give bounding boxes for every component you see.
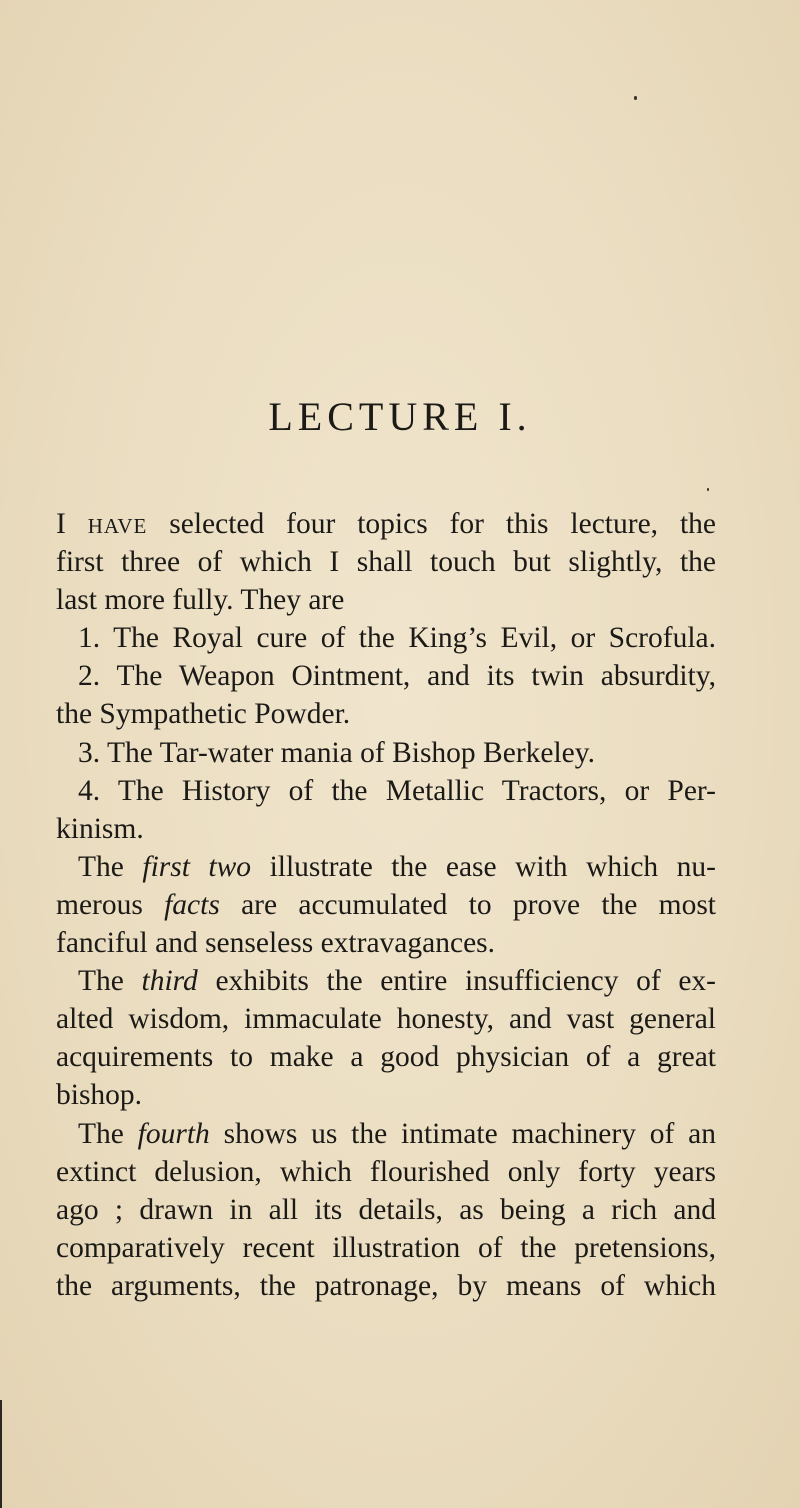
text-line: 1. The Royal cure of the King’s Evil, or Scrofula. (78, 622, 716, 655)
page-speck (707, 488, 709, 491)
text-line: kinism. (56, 812, 144, 845)
text-line: alted wisdom, immaculate honesty, and vast general (56, 1003, 716, 1036)
text-line: last more fully. They are (56, 584, 345, 617)
dropcap-letter: I (56, 508, 66, 540)
text-line: the arguments, the patronage, by means of which (56, 1269, 716, 1302)
line-text: The (78, 965, 142, 998)
text-line (56, 848, 716, 886)
text-line: extinct delusion, which flourished only forty years (56, 1155, 716, 1188)
text-line (56, 962, 716, 1000)
page-edge-mark (0, 1400, 2, 1508)
line-text: selected four topics for this lecture, the (147, 508, 716, 540)
text-line: the Sympathetic Powder. (56, 698, 351, 731)
small-caps-word: have (87, 508, 148, 540)
text-line: fanciful and senseless extravagances. (56, 927, 496, 960)
text-line (56, 1115, 716, 1153)
text-line: first three of which I shall touch but slightly, the (56, 546, 716, 579)
italic-text: first two (142, 850, 252, 883)
lecture-heading: LECTURE I. (268, 394, 532, 439)
text-line: bishop. (56, 1079, 143, 1112)
italic-text: third (141, 965, 198, 998)
page-speck (634, 96, 637, 100)
text-line: comparatively recent illustration of the pretensions, (56, 1231, 716, 1264)
line-text: illustrate the ease with which nu- (251, 850, 716, 883)
line-text: exhibits the entire insufficiency of ex- (197, 965, 716, 998)
line-text: merous (56, 888, 165, 921)
italic-text: fourth (137, 1117, 210, 1150)
text-line: acquirements to make a good physician of a great (56, 1041, 716, 1074)
text-line: ago ; drawn in all its details, as being a rich and (56, 1193, 716, 1226)
line-text: The (78, 1117, 138, 1150)
body-text (56, 505, 716, 1305)
text-line (56, 505, 716, 543)
line-text: shows us the intimate machinery of an (209, 1117, 716, 1150)
italic-text: facts (164, 888, 220, 921)
line-text: The (78, 850, 143, 883)
text-line: 4. The History of the Metallic Tractors, or Per- (78, 774, 716, 807)
line-text: are accumulated to prove the most (219, 888, 717, 921)
text-line (56, 886, 716, 924)
text-line: 2. The Weapon Ointment, and its twin absurdity, (78, 660, 716, 693)
text-line: 3. The Tar-water mania of Bishop Berkeley. (78, 736, 595, 769)
